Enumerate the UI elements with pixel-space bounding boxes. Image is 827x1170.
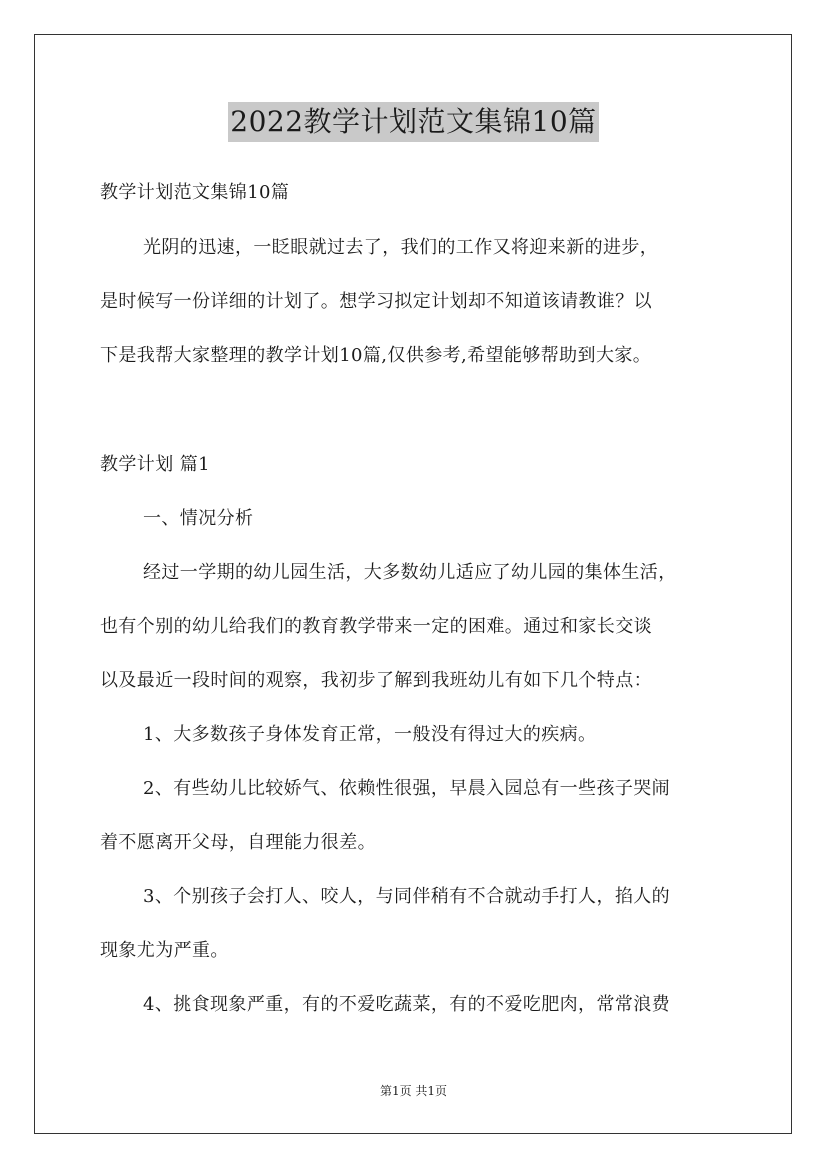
document-title — [0, 101, 827, 142]
analysis-line: 以及最近一段时间的观察，我初步了解到我班幼儿有如下几个特点： — [100, 670, 652, 691]
list-item-continuation: 着不愿离开父母，自理能力很差。 — [100, 832, 376, 853]
list-item: 2、有些幼儿比较娇气、依赖性很强，早晨入园总有一些孩子哭闹 — [143, 778, 671, 799]
list-item-continuation: 现象尤为严重。 — [100, 940, 229, 961]
list-item: 3、个别孩子会打人、咬人，与同伴稍有不合就动手打人，掐人的 — [143, 886, 671, 907]
list-item: 4、挑食现象严重，有的不爱吃蔬菜，有的不爱吃肥肉，常常浪费 — [143, 994, 671, 1015]
list-item: 1、大多数孩子身体发育正常，一般没有得过大的疾病。 — [143, 724, 597, 745]
document-subtitle: 教学计划范文集锦10篇 — [100, 182, 290, 203]
analysis-line: 经过一学期的幼儿园生活，大多数幼儿适应了幼儿园的集体生活， — [143, 562, 677, 583]
page-footer: 第1页 共1页 — [379, 1084, 448, 1098]
intro-line: 光阴的迅速，一眨眼就过去了，我们的工作又将迎来新的进步， — [143, 237, 659, 258]
intro-line: 下是我帮大家整理的教学计划10篇,仅供参考,希望能够帮助到大家。 — [100, 345, 652, 366]
document-title-text: 2022教学计划范文集锦10篇 — [228, 102, 598, 142]
intro-line: 是时候写一份详细的计划了。想学习拟定计划却不知道该请教谁？以 — [100, 291, 652, 312]
analysis-line: 也有个别的幼儿给我们的教育教学带来一定的困难。通过和家长交谈 — [100, 616, 652, 637]
subheading: 一、情况分析 — [143, 508, 254, 529]
section-heading: 教学计划 篇1 — [100, 454, 210, 475]
